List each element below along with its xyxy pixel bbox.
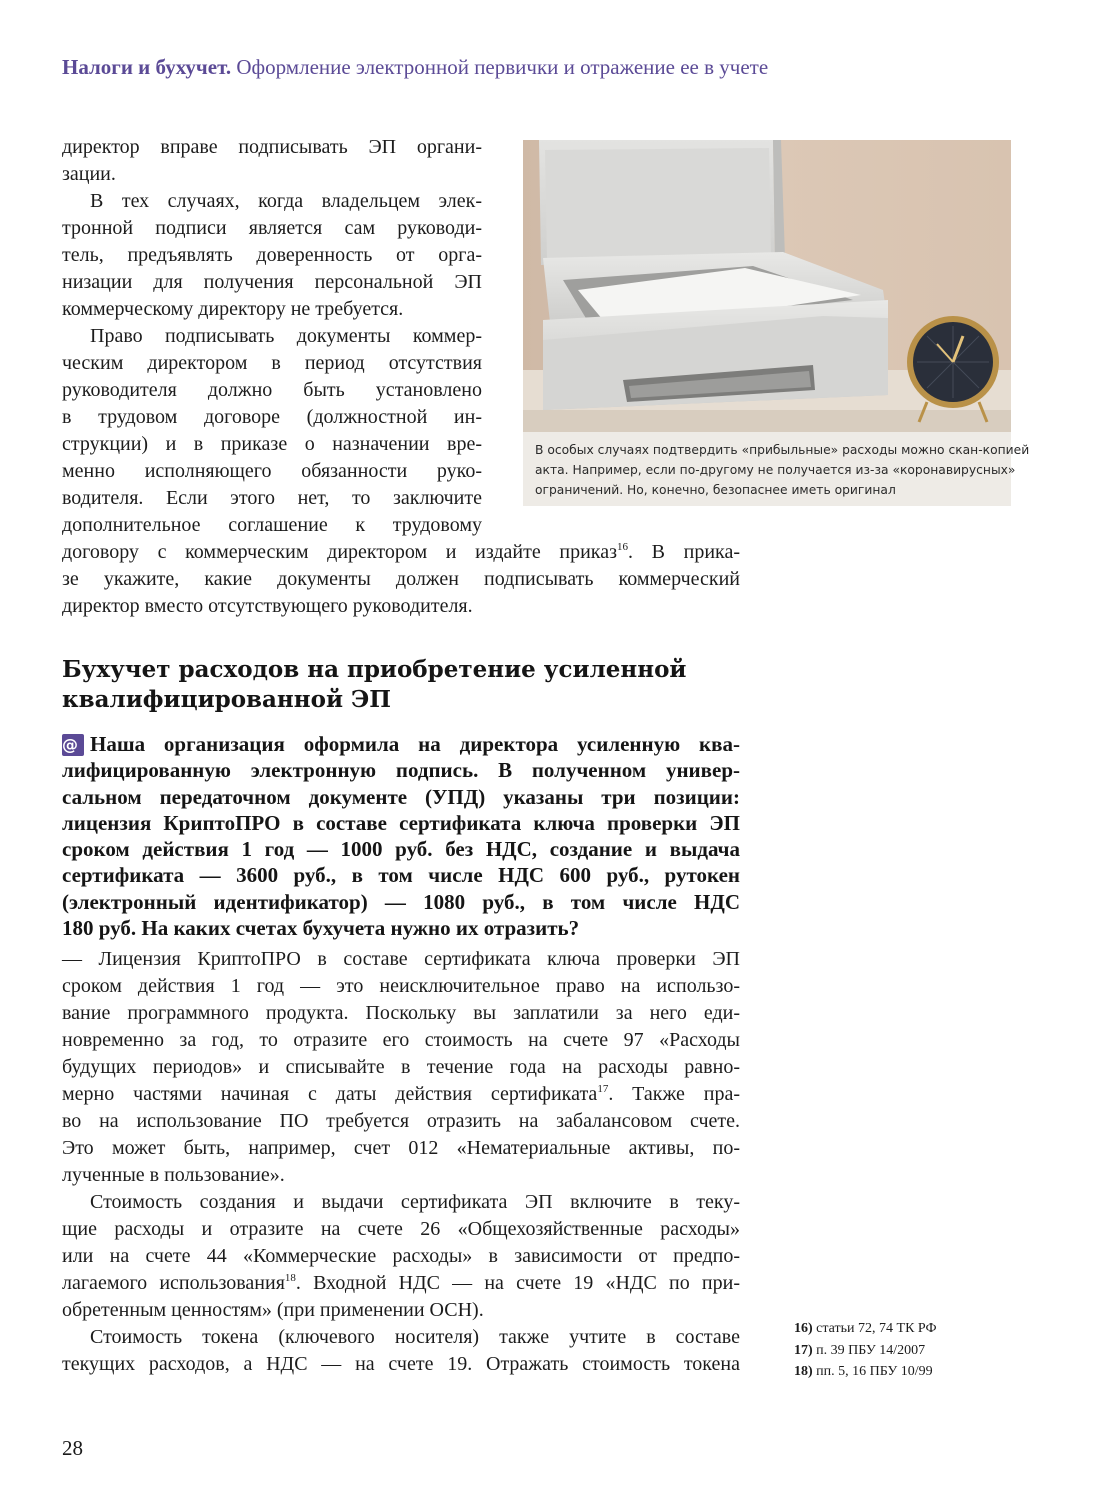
caption-line: В особых случаях подтвердить «прибыльные» расходы можно скан-копией xyxy=(535,443,1030,457)
answer-line: будущих периодов» и списывайте в течение года на расходы равно- xyxy=(62,1056,740,1078)
answer-line: вание программного продукта. Поскольку вы заплатили за него еди- xyxy=(62,1002,740,1024)
answer-text xyxy=(62,946,740,1378)
answer-line: новременно за год, то отразите его стоимость на счете 97 «Расходы xyxy=(62,1029,740,1051)
reader-question xyxy=(62,731,740,941)
intro-line: водителя. Если этого нет, то заключите xyxy=(62,487,482,509)
answer-line: Это может быть, например, счет 012 «Нематериальные активы, по- xyxy=(62,1137,740,1159)
answer-line: или на счете 44 «Коммерческие расходы» в зависимости от предпо- xyxy=(62,1245,740,1267)
question-line: @ Наша организация оформила на директора усиленную ква- xyxy=(62,732,740,756)
intro-line: дополнительное соглашение к трудовому xyxy=(62,514,482,536)
photo-figure xyxy=(523,140,1030,506)
intro-line: низации для получения персональной ЭП xyxy=(62,271,482,293)
answer-line: текущих расходов, а НДС — на счете 19. Отражать стоимость токена xyxy=(62,1353,740,1375)
intro-line: Право подписывать документы коммер- xyxy=(90,325,482,347)
answer-line: мерно частями начиная с даты действия сертификата$^{17}$. Также пра- xyxy=(62,1083,741,1105)
answer-line: во на использование ПО требуется отразить на забалансовом счете. xyxy=(62,1110,740,1132)
intro-line: струкции) и в приказе о назначении вре- xyxy=(62,433,482,455)
intro-line: менно исполняющего обязанности руко- xyxy=(62,460,482,482)
footnote-ref: 18 xyxy=(284,1272,296,1284)
footnote: 17) п. 39 ПБУ 14/2007 xyxy=(794,1342,926,1358)
footnotes xyxy=(794,1318,1054,1383)
footnote: 16) статьи 72, 74 ТК РФ xyxy=(794,1321,937,1336)
answer-line: щие расходы и отразите на счете 26 «Общехозяйственные расходы» xyxy=(62,1218,740,1240)
footnote-ref: 17 xyxy=(597,1083,609,1095)
intro-wide-line: договору с коммерческим директором и издайте приказ$^{16}$. В прика- xyxy=(62,541,741,563)
header-section: Налоги и бухучет. xyxy=(62,55,232,79)
section-heading-line: квалифицированной ЭП xyxy=(62,686,392,713)
question-line: сальном передаточном документе (УПД) указаны три позиции: xyxy=(62,784,740,809)
question-line: лицензия КриптоПРО в составе сертификата ключа проверки ЭП xyxy=(62,810,740,835)
question-line: 180 руб. На каких счетах бухучета нужно их отразить? xyxy=(62,916,580,941)
photo-caption xyxy=(535,440,1030,500)
at-icon: @ xyxy=(62,734,84,756)
answer-line: обретенным ценностям» (при применении ОСН). xyxy=(62,1299,484,1321)
caption-line: акта. Например, если по-другому не получается из-за «коронавирусных» xyxy=(535,463,1016,477)
answer-line: Стоимость токена (ключевого носителя) также учтите в составе xyxy=(90,1326,740,1348)
question-line: сроком действия 1 год — 1000 руб. без НДС, создание и выдача xyxy=(62,837,740,862)
answer-line: — Лицензия КриптоПРО в составе сертификата ключа проверки ЭП xyxy=(62,948,740,970)
intro-line: тронной подписи является сам руководи- xyxy=(62,217,482,239)
section-heading xyxy=(62,655,762,715)
header-title: Оформление электронной первички и отражение ее в учете xyxy=(236,55,769,79)
intro-column xyxy=(62,134,482,539)
answer-line: Стоимость создания и выдачи сертификата ЭП включите в теку- xyxy=(90,1191,740,1213)
intro-line: ческим директором в период отсутствия xyxy=(62,352,482,374)
question-line: (электронный идентификатор) — 1080 руб., в том числе НДС xyxy=(62,889,740,914)
answer-line: лученные в пользование». xyxy=(62,1164,285,1186)
intro-wide-line: директор вместо отсутствующего руководителя. xyxy=(62,595,473,617)
answer-line: сроком действия 1 год — это неисключительное право на использо- xyxy=(62,975,740,997)
question-line: сертификата — 3600 руб., в том числе НДС 600 руб., рутокен xyxy=(62,863,740,888)
intro-line: тель, предъявлять доверенность от орга- xyxy=(62,244,482,266)
intro-continuation xyxy=(62,539,740,620)
intro-line: коммерческому директору не требуется. xyxy=(62,298,404,320)
printer-photo xyxy=(523,140,1011,432)
intro-wide-line: зе укажите, какие документы должен подписывать коммерческий xyxy=(62,568,740,590)
intro-line: зации. xyxy=(62,163,116,185)
question-line: лифицированную электронную подпись. В полученном универ- xyxy=(62,758,740,783)
intro-line: директор вправе подписывать ЭП органи- xyxy=(62,136,482,158)
page-number: 28 xyxy=(62,1436,83,1460)
caption-line: ограничений. Но, конечно, безопаснее иметь оригинал xyxy=(535,483,896,497)
section-heading-line: Бухучет расходов на приобретение усиленной xyxy=(62,656,687,683)
footnote: 18) пп. 5, 16 ПБУ 10/99 xyxy=(794,1364,933,1379)
intro-line: В тех случаях, когда владельцем элек- xyxy=(90,190,482,212)
intro-line: в трудовом договоре (должностной ин- xyxy=(62,406,482,428)
intro-line: руководителя должно быть установлено xyxy=(62,379,482,401)
running-header xyxy=(62,53,1052,81)
answer-line: лагаемого использования$^{18}$. Входной НДС — на счете 19 «НДС по при- xyxy=(62,1272,740,1294)
footnote-ref: 16 xyxy=(617,541,628,553)
